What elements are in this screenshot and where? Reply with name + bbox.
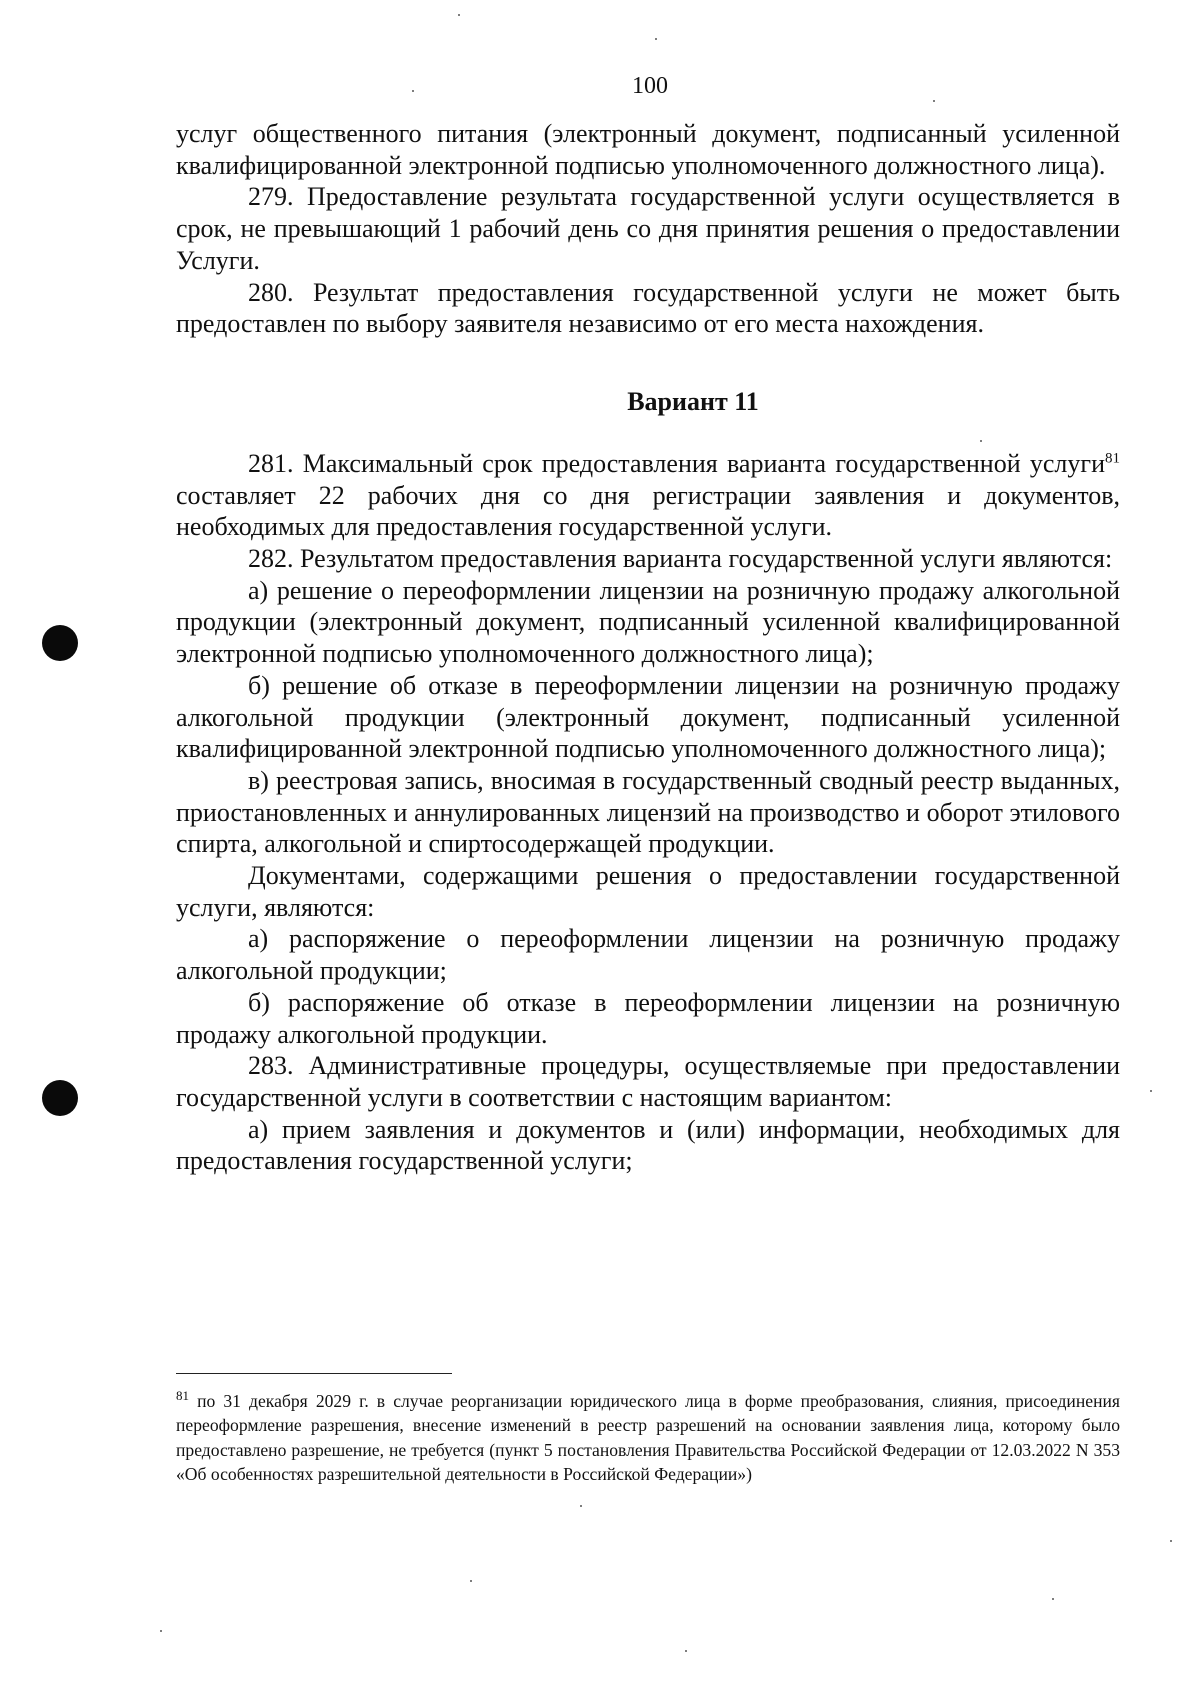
paragraph-continuation: услуг общественного питания (электронный документ, подписанный усиленной квалифицированной электронной подписью уполномоченного должностного лица). [176,119,1120,180]
document-body [176,118,1120,1177]
footnote-separator [176,1373,452,1374]
paragraph-281-text-start: 281. Максимальный срок предоставления варианта государственной услуги [248,448,1105,478]
punch-hole [42,625,78,661]
footnote [176,1389,1120,1487]
scan-speck [655,38,657,40]
list-item-b: б) решение об отказе в переоформлении лицензии на розничную продажу алкогольной продукции (электронный документ, подписанный усиленной квалифицированной электронной подписью уполномоченного должностного лица); [176,670,1120,764]
paragraph-280: 280. Результат предоставления государственной услуги не может быть предоставлен по выбору заявителя независимо от его места нахождения. [176,277,1120,339]
footnote-reference: 81 [1105,450,1120,467]
scan-speck [580,1505,582,1507]
scan-speck [1170,1540,1172,1542]
scan-speck [933,100,935,102]
punch-hole [42,1080,78,1116]
paragraph-documents: Документами, содержащими решения о предоставлении государственной услуги, являются: [176,861,1120,922]
footnote-marker: 81 [176,1388,189,1404]
scan-speck [458,14,460,16]
scan-speck [1150,1090,1152,1092]
list-item-v: в) реестровая запись, вносимая в государственный сводный реестр выданных, приостановленных и аннулированных лицензий на производство и оборот этилового спирта, алкогольной и спиртосодержащей продукции. [176,765,1120,859]
list-item-a: а) прием заявления и документов и (или) информации, необходимых для предоставления государственной услуги; [176,1114,1120,1176]
paragraph-279: 279. Предоставление результата государственной услуги осуществляется в срок, не превышающий 1 рабочий день со дня принятия решения о предоставлении Услуги. [176,182,1120,275]
scan-speck [470,1580,472,1582]
list-item-a: а) решение о переоформлении лицензии на розничную продажу алкогольной продукции (электронный документ, подписанный усиленной квалифицированной электронной подписью уполномоченного должностного лица); [176,575,1120,669]
paragraph-281 [176,448,1120,543]
section-heading: Вариант 11 [627,386,759,416]
scan-speck [685,1650,687,1652]
list-item-a: а) распоряжение о переоформлении лицензии на розничную продажу алкогольной продукции; [176,924,1120,986]
list-item-b: б) распоряжение об отказе в переоформлении лицензии на розничную продажу алкогольной продукции. [176,987,1120,1049]
paragraph-281-text-end: составляет 22 рабочих дня со дня регистрации заявления и документов, необходимых для предоставления государственной услуги. [176,480,1120,542]
scan-speck [160,1630,162,1632]
page-number: 100 [632,73,668,99]
scan-speck [1052,1598,1054,1600]
footnote-text: по 31 декабря 2029 г. в случае реорганизации юридического лица в форме преобразования, слияния, присоединения переоформление разрешения, внесение изменений в реестр разрешений на основании заявления лица, которому было предоставлено разрешение, не требуется (пункт 5 постановления Правительства Российской Федерации от 12.03.2022 N 353 «Об особенностях разрешительной деятельности в Российской Федерации») [176,1391,1120,1485]
paragraph-283: 283. Административные процедуры, осуществляемые при предоставлении государственной услуги в соответствии с настоящим вариантом: [176,1051,1120,1112]
paragraph-282: 282. Результатом предоставления варианта государственной услуги являются: [248,544,1113,574]
